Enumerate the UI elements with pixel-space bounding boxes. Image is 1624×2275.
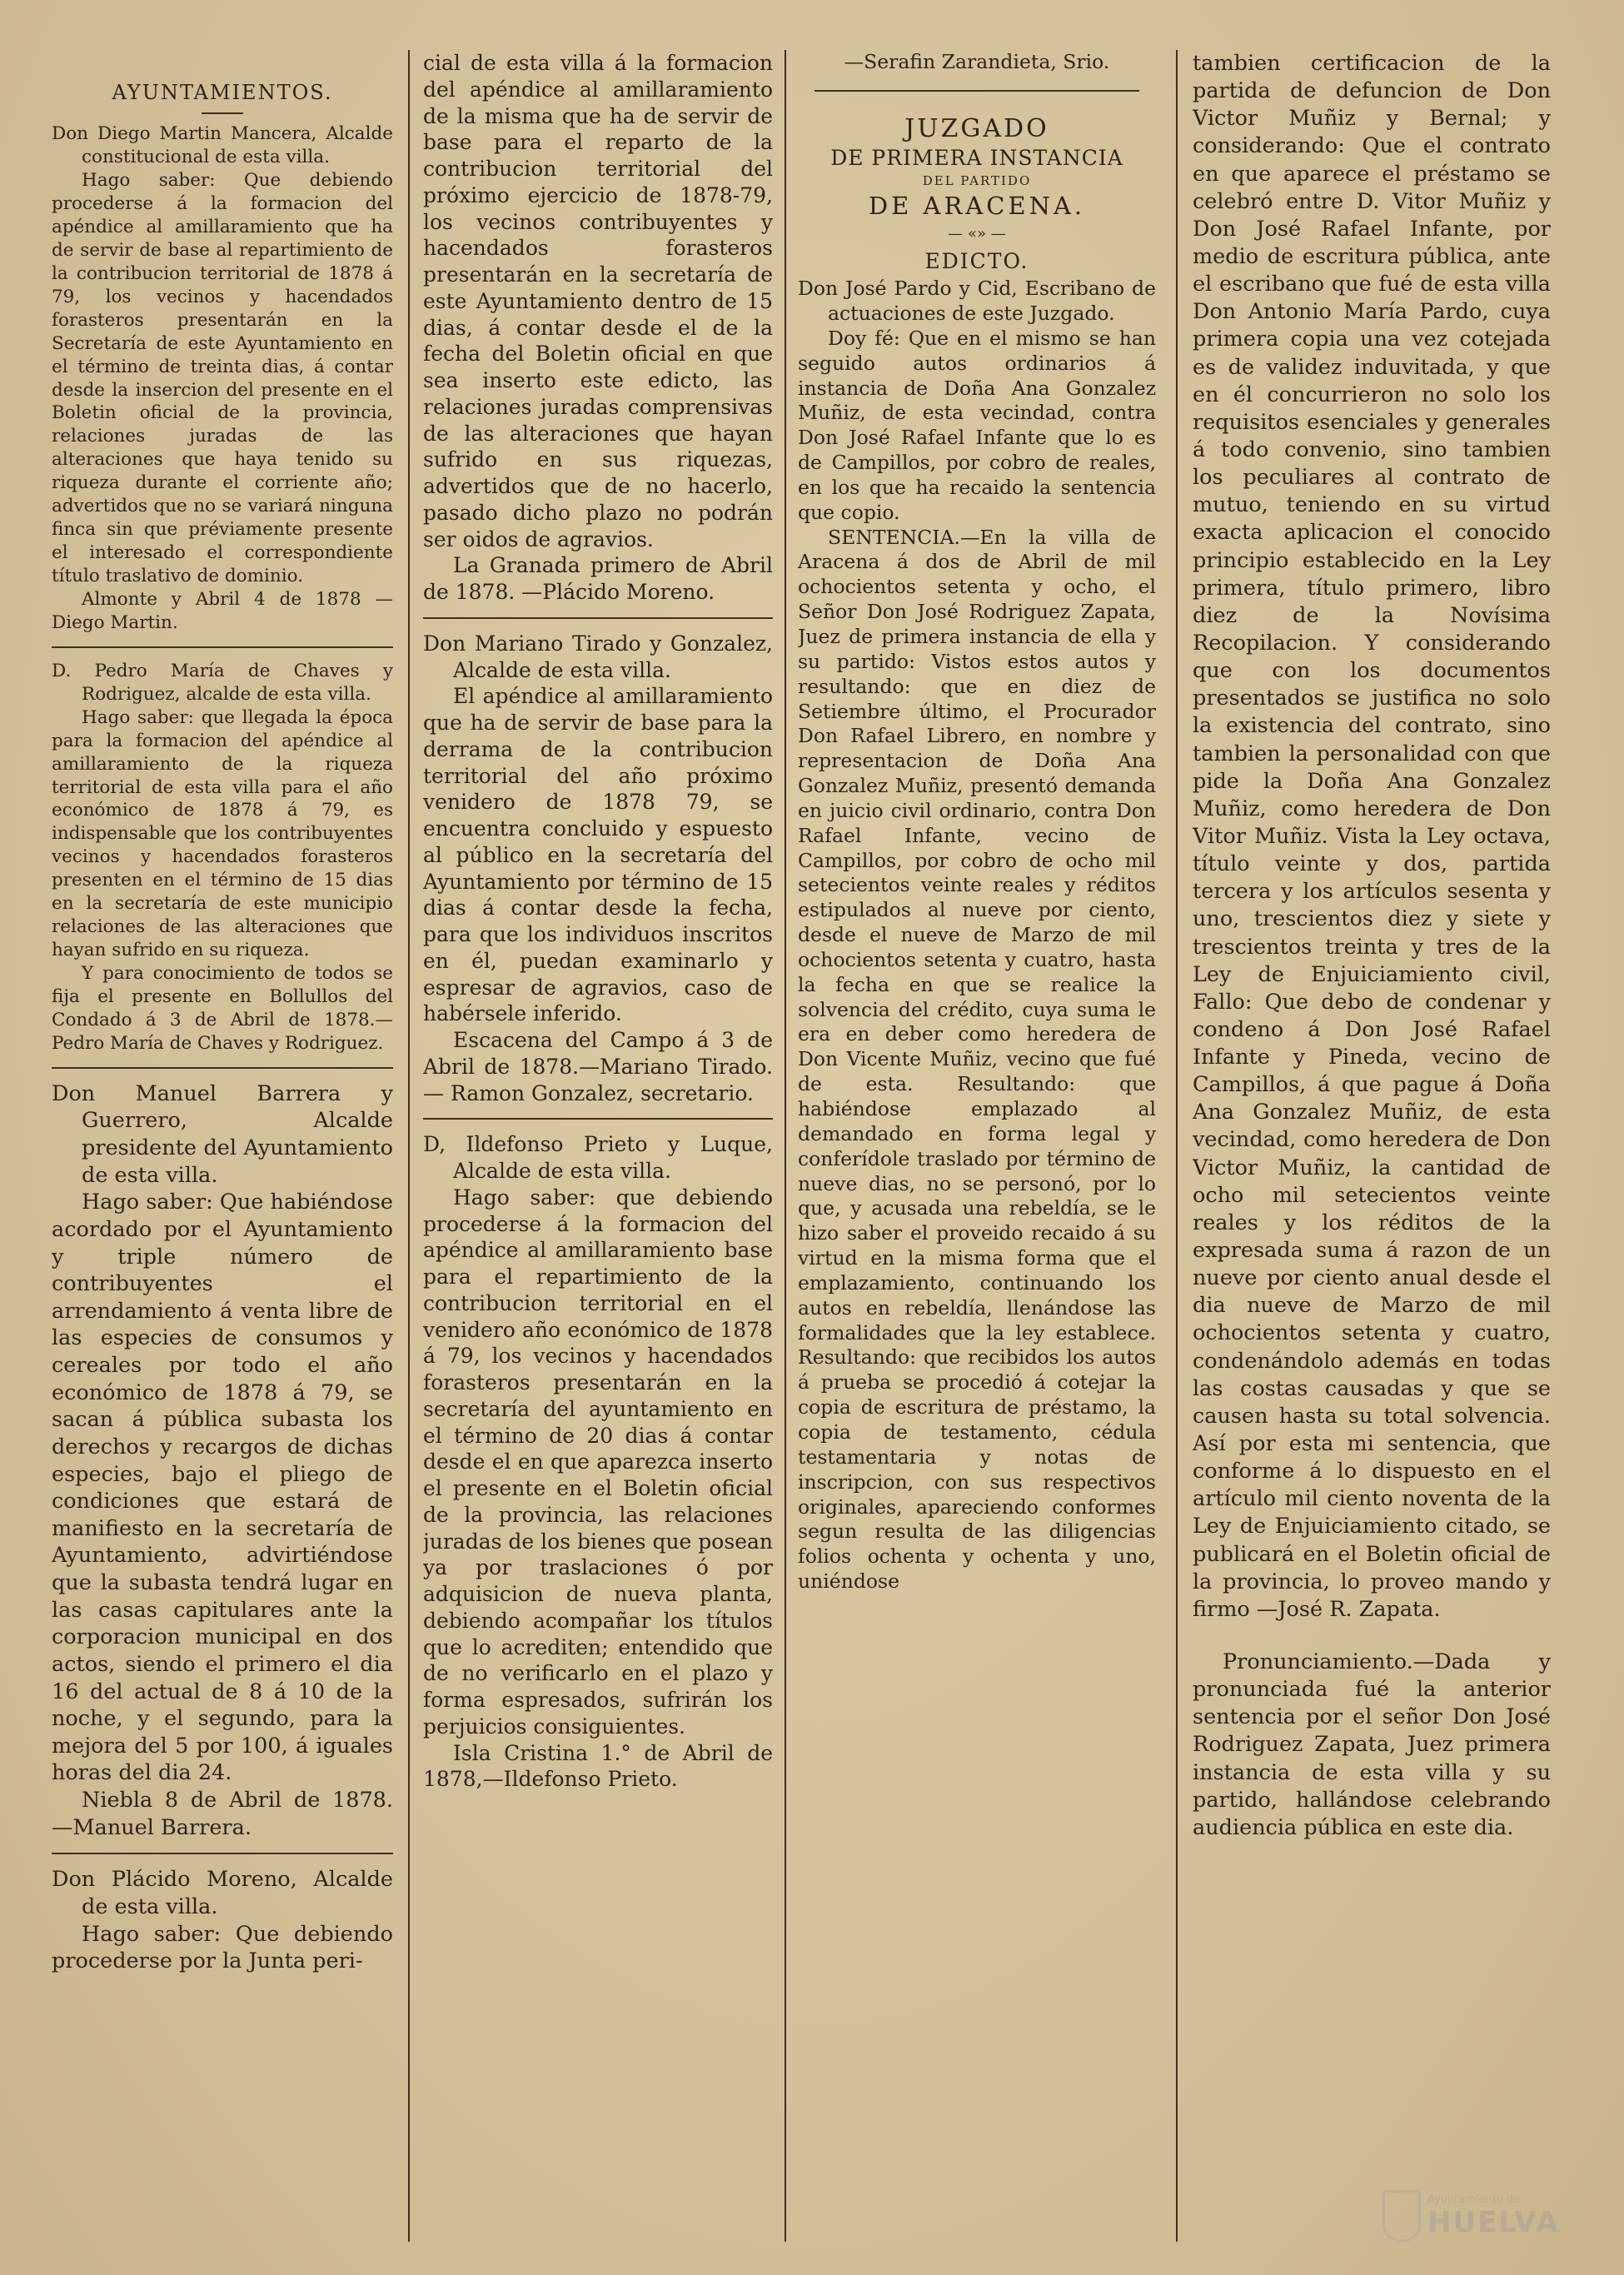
divider: [52, 646, 393, 648]
spacer: [1193, 1624, 1551, 1649]
notice-heading: D. Pedro María de Chaves y Rodriguez, alcalde de esta villa.: [52, 660, 393, 705]
column-rule: [1176, 50, 1178, 2242]
notice-signature: La Granada primero de Abril de 1878. —Plácido Moreno.: [423, 553, 773, 604]
pronouncement: Pronunciamiento.—Dada y pronunciada fué la anterior sentencia por el señor Don José Rodriguez Zapata, Juez primera instancia de esta villa y su partido, hallándose celebrando audiencia pública en este dia.: [1193, 1649, 1551, 1840]
notice-heading: D, Ildefonso Prieto y Luque, Alcalde de esta villa.: [423, 1132, 773, 1183]
court-district-label: DEL PARTIDO: [922, 172, 1032, 188]
notice-niebla: [52, 1080, 393, 1842]
column-rule: [408, 50, 410, 2242]
notice-heading: Don Manuel Barrera y Guerrero, Alcalde presidente del Ayuntamiento de esta villa.: [52, 1080, 393, 1188]
court-district: DE ARACENA.: [868, 191, 1086, 220]
notice-body: Hago saber: Que debiendo procederse por la Junta peri-: [52, 1921, 393, 1974]
notice-la-granada: [52, 1866, 393, 1975]
notice-signature: Niebla 8 de Abril de 1878. —Manuel Barrera.: [52, 1788, 393, 1840]
edict-title: EDICTO.: [924, 249, 1029, 274]
section-title: AYUNTAMIENTOS.: [112, 81, 333, 104]
notice-signature: Y para conocimiento de todos se fija el presente en Bollullos del Condado á 3 de Abril de 1878.—Pedro María de Chaves y Rodriguez.: [52, 963, 393, 1054]
notice-body: cial de esta villa á la formacion del apéndice al amillaramiento de la misma que ha de servir de base para el reparto de la contribucion territorial del próximo ejercicio de 1878-79, los vecinos contribuyentes y hacendados forasteros presentarán en la secretaría de este Ayuntamiento dentro de 15 dias, á contar desde el de la fecha del Boletin oficial en que sea inserto este edicto, las relaciones juradas comprensivas de las alteraciones que hayan sufrido en sus riquezas, advertidos que de no hacerlo, pasado dicho plazo no podrán ser oidos de agravios.: [423, 51, 773, 551]
divider: [814, 90, 1139, 92]
sentence-body-cont: tambien certificacion de la partida de defuncion de Don Victor Muñiz y Bernal; y considerando: Que el contrato en que aparece el préstamo se celebró entre D. Vitor Muñiz y Don José Rafael Infante, por medio de escritura pública, ante el escribano que fué de esta villa Don Antonio María Pardo, cuya primera copia una vez cotejada es de validez induvitada, y que en él concurrieron no solo los requisitos esenciales y generales á todo convenio, sino tambien los peculiares al contrato de mutuo, teniendo en su virtud exacta aplicacion el conocido principio establecido en la Ley primera, título primero, libro diez de la Novísima Recopilacion. Y considerando que con los documentos presentados se justifica no solo la existencia del contrato, sino tambien la personalidad con que pide la Doña Ana Gonzalez Muñiz, como heredera de Don Vitor Muñiz. Vista la Ley octava, título veinte y dos, partida tercera y los artículos sesenta y uno, trescientos diez y siete y trescientos treinta y tres de la Ley de Enjuiciamiento civil, Fallo: Que debo de condenar y condeno á Don José Rafael Infante y Pineda, vecino de Campillos, á que pague á Doña Ana Gonzalez Muñiz, de esta vecindad, como heredera de Don Victor Muñiz, la cantidad de ocho mil setecientos veinte reales y los réditos de la expresada suma á razon de un nueve por ciento anual desde el dia nueve de Marzo de mil ochocientos setenta y cuatro, condenándolo además en todas las costas causadas y que se causen hasta su total solvencia. Así por esta mi sentencia, que conforme á lo dispuesto en el artículo mil ciento noventa de la Ley de Enjuiciamiento citado, se publicará en el Boletin oficial de la provincia, lo proveo mando y firmo —José R. Zapata.: [1193, 51, 1551, 1622]
notice-heading: Don Diego Martin Mancera, Alcalde constitucional de esta villa.: [52, 123, 393, 168]
divider: [423, 617, 773, 619]
notice-body: Hago saber: Que debiendo procederse á la formacion del apéndice al amillaramiento que ha de servir de base al repartimiento de la contribucion territorial de 1878 á 79, los vecinos y hacendados forasteros presentarán en la Secretaría de este Ayuntamiento en el término de treinta dias, á contar desde la insercion del presente en el Boletin oficial de la provincia, relaciones juradas de las alteraciones que haya tenido su riqueza durante el corriente año; advertidos que no se variará ninguna finca sin que préviamente presente el interesado el correspondiente título traslativo de dominio.: [52, 170, 393, 586]
column-1: [52, 50, 393, 2242]
notice-body: Hago saber: que debiendo procederse á la formacion del apéndice al amillaramiento base para el repartimiento de la contribucion territorial en el venidero año económico de 1878 á 79, los vecinos y hacendados forasteros presentarán en la secretaría del ayuntamiento en el término de 20 dias á contar desde el en que aparezca inserto el presente en el Boletin oficial de la provincia, las relaciones juradas de los bienes que posean ya por traslaciones ó por adquisicion de nueva planta, debiendo acompañar los títulos que lo acrediten; entendido que de no verificarlo en el plazo y forma espresados, sufrirán los perjuicios consiguientes.: [423, 1185, 773, 1739]
divider: [52, 1067, 393, 1069]
notice-signature: —Serafin Zarandieta, Srio.: [844, 50, 1110, 73]
edict-body: Doy fé: Que en el mismo se han seguido autos ordinarios á instancia de Doña Ana Gonzalez Muñiz, de esta vecindad, contra Don José Rafael Infante que lo es de Campillos, por cobro de reales, en los que ha recaido la sentencia que copio.: [798, 326, 1156, 524]
edict-heading: Don José Pardo y Cid, Escribano de actuaciones de este Juzgado.: [798, 277, 1156, 326]
notice-bollullos: [52, 660, 393, 1055]
divider: [202, 112, 243, 114]
notice-body: El apéndice al amillaramiento que ha de servir de base para la derrama de la contribucion territorial del año próximo venidero de 1878 79, se encuentra concluido y espuesto al público en la secretaría del Ayuntamiento por término de 15 dias á contar desde la fecha, para que los individuos inscritos en él, puedan examinarlo y espresar de agravios, caso de habérsele inferido.: [423, 684, 773, 1026]
column-rule: [785, 50, 786, 2242]
notice-isla-cristina: [423, 1131, 773, 1793]
court-title: JUZGADO: [904, 113, 1049, 143]
ornament: — «» —: [948, 224, 1006, 242]
notice-escacena: [423, 631, 773, 1107]
notice-signature: Isla Cristina 1.° de Abril de 1878,—Ildefonso Prieto.: [423, 1740, 773, 1792]
notice-la-granada-cont: [423, 50, 773, 606]
column-4: [1193, 50, 1551, 2242]
watermark-text: Ayuntamiento de HUELVA: [1427, 2193, 1560, 2239]
column-2: [423, 50, 773, 2242]
notice-heading: Don Mariano Tirado y Gonzalez, Alcalde de esta villa.: [423, 631, 773, 682]
court-subtitle: DE PRIMERA INSTANCIA: [830, 145, 1123, 170]
divider: [52, 1853, 393, 1854]
watermark: [1382, 2187, 1591, 2245]
column-3: [798, 50, 1156, 2242]
notice-signature: Almonte y Abril 4 de 1878 — Diego Martin.: [52, 588, 393, 633]
notice-heading: Don Plácido Moreno, Alcalde de esta villa.: [52, 1867, 393, 1919]
shield-icon: [1382, 2190, 1421, 2242]
sentence-body: SENTENCIA.—En la villa de Aracena á dos de Abril de mil ochocientos setenta y ocho, el Señor Don José Rodriguez Zapata, Juez de primera instancia de ella y su partido: Vistos estos autos y resultando: que en diez de Setiembre último, el Procurador Don Rafael Librero, en nombre y representacion de Doña Ana Gonzalez Muñiz, presentó demanda en juicio civil ordinario, contra Don Rafael Infante, vecino de Campillos, por cobro de ocho mil setecientos veinte reales y réditos estipulados al nueve por ciento, desde el nueve de Marzo de mil ochocientos setenta y cuatro, hasta la fecha en que se realice la solvencia del crédito, cuya suma le era en deber como heredera de Don Vicente Muñiz, vecino que fué de esta. Resultando: que habiéndose emplazado al demandado en forma legal y conferídole traslado por término de nueve dias, no se personó, por lo que, y acusada una rebeldía, se le hizo saber el proveido recaido á su virtud en la misma forma que el emplazamiento, continuando los autos en rebeldía, llenándose las formalidades que la ley establece. Resultando: que recibidos los autos á prueba se procedió á cotejar la copia de escritura de préstamo, la copia de testamento, cédula testamentaria y notas de inscripcion, con sus respectivos originales, apareciendo conformes segun resulta de las diligencias folios ochenta y ochenta y uno, uniéndose: [798, 525, 1156, 1594]
notice-body: Hago saber: Que habiéndose acordado por el Ayuntamiento y triple número de contribuyentes el arrendamiento á venta libre de las especies de consumos y cereales por todo el año económico de 1878 á 79, se sacan á pública subasta los derechos y recargos de dichas especies, bajo el pliego de condiciones que estará de manifiesto en la secretaría de Ayuntamiento, advirtiéndose que la subasta tendrá lugar en las casas capitulares ante la corporacion municipal en dos actos, siendo el primero el dia 16 del actual de 8 á 10 de la noche, y el segundo, para la mejora del 5 por 100, á iguales horas del dia 24.: [52, 1190, 393, 1786]
divider: [423, 1118, 773, 1120]
notice-signature: Escacena del Campo á 3 de Abril de 1878.—Mariano Tirado. — Ramon Gonzalez, secretario.: [423, 1028, 773, 1105]
notice-almonte: [52, 122, 393, 635]
notice-body: Hago saber: que llegada la época para la formacion del apéndice al amillaramiento de la riqueza territorial de esta villa para el año económico de 1878 á 79, es indispensable que los contribuyentes vecinos y hacendados forasteros presenten en el término de 15 dias en la secretaría de este municipio relaciones de las alteraciones que hayan sufrido en su riqueza.: [52, 706, 393, 961]
